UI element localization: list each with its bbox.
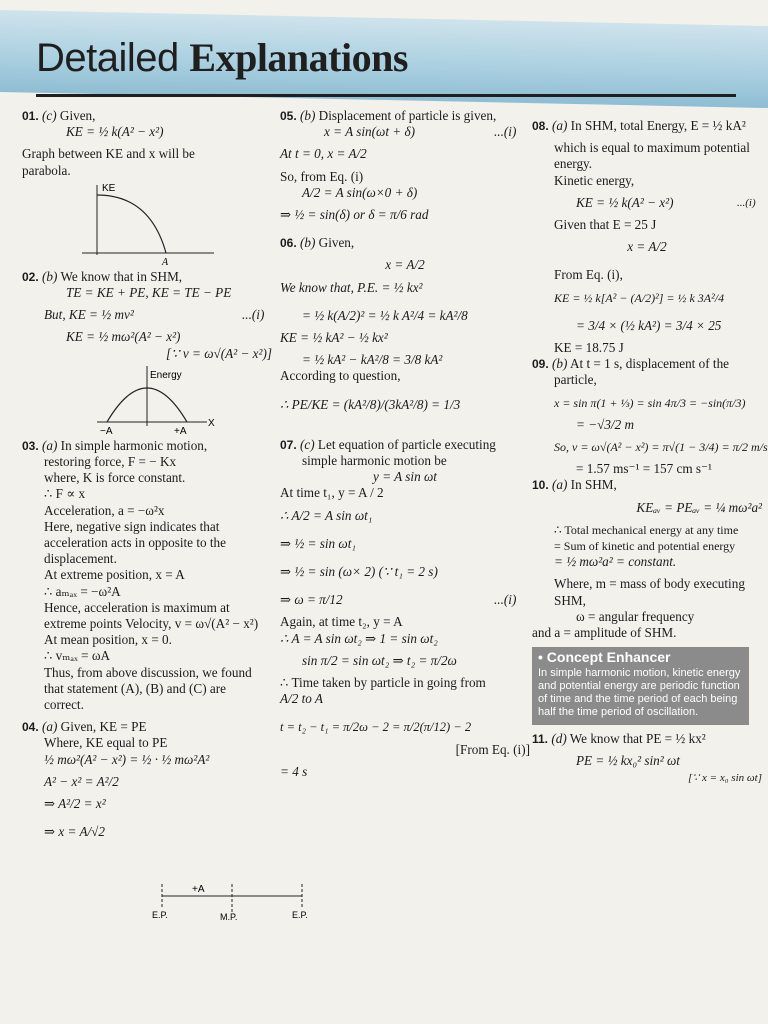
concept-enhancer-box [532,647,749,725]
question-07: 07. (c) Let equation of particle executing [280,436,496,452]
position-diagram [152,882,392,922]
svg-text:+A: +A [174,425,187,436]
svg-text:Energy: Energy [150,369,182,381]
text-line: parabola. [22,162,71,178]
svg-text:−A: −A [100,425,113,436]
svg-text:X: X [208,417,215,429]
column-3: 08. (a) In SHM, total Energy, E = ½ kA² which is equal to maximum potential energy. Kinetic energy, KE = ½ k(A² − x²) ...(i) Given that E = 25 J x = A/2 From Eq. (i), KE = ½ k[A² − (A/2)²] = ½ k 3A²/4 = 3/4 × (½ kA²) = 3/4 × 25 KE = 18.75 J 09. (b) At t = 1 s, displacement of the particle, x = sin π(1 + ⅓) = sin 4π/3 = −sin(π/3) = −√3/2 m So, v = ω√(A² − x²) = π√(1 − 3/4) = π/2 m/s = 1.57 ms⁻¹ = 157 cm s⁻¹ 10. (a) In SHM, KEₐᵥ = PEₐᵥ = ¼ mω²a² ∴ Total mechanical energy at any time = Sum of kinetic and potential energy = ½ mω²a² = constant. Where, m = mass of body executing SHM, ω = angular frequency and a = amplitude of SHM. • Concept Enhancer In simple harmonic motion, kinetic energy and potential energy are periodic function of time and the time period of each being half the time period of oscillation. 11. (d) We know that PE = ½ kx² PE = ½ kx₀² sin² ωt [∵ x = x₀ sin ωt] [532,118,768,784]
graph-xlabel: A [162,256,169,267]
ke-parabola-graph [22,181,222,267]
column-2: 05. (b) Displacement of particle is given, x = A sin(ωt + δ) ...(i) At t = 0, x = A/2 So, from Eq. (i) A/2 = A sin(ω×0 + δ) ⇒ ½ = sin(δ) or δ = π/6 rad 06. (b) Given, x = A/2 We know that, P.E. = ½ kx² = ½ k(A/2)² = ½ k A²/4 = kA²/8 KE = ½ kA² − ½ kx² = ½ kA² − kA²/8 = 3/8 kA² According to question, ∴ PE/KE = (kA²/8)/(3kA²/8) = 1/3 07. (c) Let equation of particle executing simple harmonic motion be y = A sin ωt At time t₁, y = A / 2 ∴ A/2 = A sin ωt₁ ⇒ ½ = sin ωt₁ ⇒ ½ = sin (ω× 2) (∵ t₁ = 2 s) ⇒ ω = π/12 ...(i) Again, at time t₂, y = A ∴ A = A sin ωt₂ ⇒ 1 = sin ωt₂ sin π/2 = sin ωt₂ ⇒ t₂ = π/2ω ∴ Time taken by particle in going from A/2 to A t = t₂ − t₁ = π/2ω − 2 = π/2(π/12) − 2 [From Eq. (i)] = 4 s [280,108,530,779]
energy-graph [22,364,242,436]
q04-body: Where, KE equal to PE ½ mω²(A² − x²) = ½ · ½ mω²A² A² − x² = A²/2 [44,735,210,789]
title-rule [36,94,736,97]
question-10: 10. (a) In SHM, [532,477,617,493]
question-05: 05. (b) Displacement of particle is given, [280,108,497,123]
question-04: 04. (a) Given, KE = PE [22,719,147,735]
question-01: 01. (c) Given, [22,108,96,123]
svg-text:E.P.: E.P. [152,910,168,920]
svg-text:+A: +A [192,884,205,895]
question-09: 09. (b) At t = 1 s, displacement of the [532,356,730,372]
equation: KE = ½ k(A² − x²) [66,124,164,140]
question-11: 11. (d) We know that PE = ½ kx² [532,731,706,747]
question-06: 06. (b) Given, [280,235,355,251]
svg-text:E.P.: E.P. [292,910,308,920]
concept-body: In simple harmonic motion, kinetic energy and potential energy are periodic function of time and the time period of each being half the time period of oscillation. [538,667,741,719]
page-title: Detailed Explanations [36,35,408,80]
question-08: 08. (a) In SHM, total Energy, E = ½ kA² [532,118,746,133]
graph-ylabel: KE [102,182,116,194]
svg-text:M.P.: M.P. [220,912,238,922]
question-02: 02. (b) We know that in SHM, [22,268,183,284]
column-1: 01. (c) Given, KE = ½ k(A² − x²) Graph between KE and x will be parabola. KE A 02. (b) We know that in SHM, TE = KE + PE, KE = TE − PE But, KE = ½ mv² ...(i) KE = ½ mω²(A² − x²) [∵ v = ω√(A² − x²)] Energy −A +A X 03. (a) In simple harmonic motion, restoring force, F = − Kx where, K is force constant. ∴ F ∝ x Acceleration, a = −ω²x Here, negative sign indicates that acceleration acts in opposite to the displacement. At extreme position, x = A ∴ aₘₐₓ = −ω²A Hence, acceleration is maximum at extreme points Velocity, v = ω√(A² − x²) At mean position, x = 0. ∴ vₘₐₓ = ωA Thus, from above discussion, we found that statement (A), (B) and (C) are correct. 04. (a) Given, KE = PE Where, KE equal to PE ½ mω²(A² − x²) = ½ · ½ mω²A² A² − x² = A²/2 +A E.P. M.P. E.P. ⇒ A²/2 = x² ⇒ x = A/√2 [22,108,272,841]
concept-title: • Concept Enhancer [538,649,671,666]
question-03: 03. (a) In simple harmonic motion, [22,437,208,453]
q03-body: restoring force, F = − Kx where, K is force constant. ∴ F ∝ x Acceleration, a = −ω²x Here, negative sign indicates that acceleration acts in opposite to the displacement. At extreme position, x = A ∴ aₘₐₓ = −ω²A Hence, acceleration is maximum at extreme points Velocity, v = ω√(A² − x²) At mean position, x = 0. ∴ vₘₐₓ = ωA Thus, from above discussion, we found that statement (A), (B) and (C) are correct. [44,454,259,713]
text-line: Graph between KE and x will be [22,146,195,162]
